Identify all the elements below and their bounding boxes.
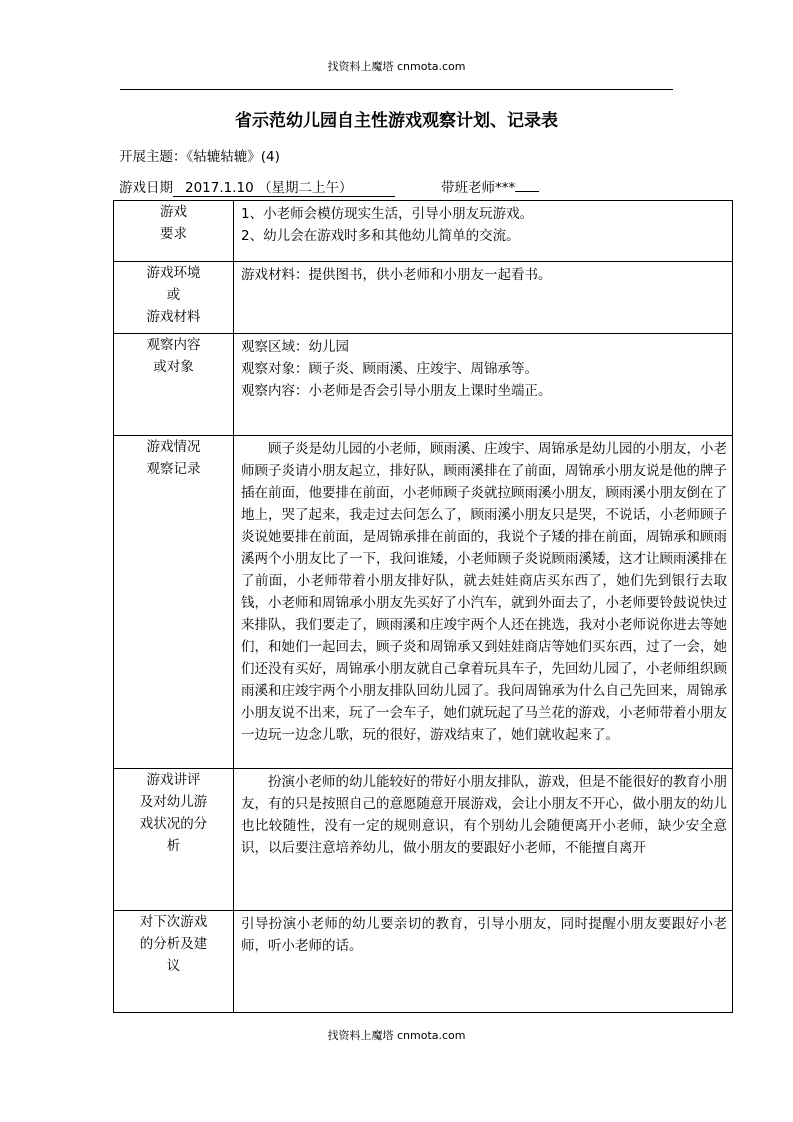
content-line: 观察对象：顾子炎、顾雨溪、庄竣宇、周锦承等。 xyxy=(241,361,538,377)
teacher-label: 带班老师*** xyxy=(441,180,516,196)
content-line: 游戏材料：提供图书，供小老师和小朋友一起看书。 xyxy=(241,267,552,283)
row-label-text: 观察内容 或对象 xyxy=(146,337,201,375)
row-label xyxy=(114,201,234,262)
table-row xyxy=(114,262,733,334)
table-row xyxy=(114,911,733,1013)
row-label xyxy=(114,436,234,769)
content-line: 1、小老师会模仿现实生活，引导小朋友玩游戏。 xyxy=(241,206,534,222)
row-label xyxy=(114,911,234,1013)
row-label-text: 游戏环境 或 游戏材料 xyxy=(146,265,201,325)
header-watermark: 找资料上魔塔 cnmota.com xyxy=(327,60,466,73)
row-content xyxy=(234,436,733,769)
row-content xyxy=(234,201,733,262)
suggestion-paragraph: 引导扮演小老师的幼儿要亲切的教育，引导小朋友，同时提醒小朋友要跟好小老师，听小老师的话。 xyxy=(241,916,727,954)
teacher-blank xyxy=(515,191,539,192)
table-row xyxy=(114,769,733,911)
date-value: 2017.1.10 （星期二上午） xyxy=(173,176,395,197)
page-title: 省示范幼儿园自主性游戏观察计划、记录表 xyxy=(235,111,558,131)
analysis-paragraph: 扮演小老师的幼儿能较好的带好小朋友排队，游戏，但是不能很好的教育小朋友，有的只是按照自己的意愿随意开展游戏，会让小朋友不开心，做小朋友的幼儿也比较随性，没有一定的规则意识，有个别幼儿会随便离开小老师，缺少安全意识，以后要注意培养幼儿，做小朋友的要跟好小老师，不能擅自离开 xyxy=(241,774,727,856)
table-row xyxy=(114,334,733,436)
header-divider xyxy=(120,89,673,90)
record-table xyxy=(113,200,733,1013)
row-label-text: 游戏情况 观察记录 xyxy=(146,439,201,477)
row-label-text: 对下次游戏 的分析及建 议 xyxy=(139,914,208,974)
content-line: 观察区域：幼儿园 xyxy=(241,339,349,355)
theme-line xyxy=(119,145,280,165)
date-line xyxy=(119,176,539,197)
content-line: 2、幼儿会在游戏时多和其他幼儿简单的交流。 xyxy=(241,228,520,244)
row-label-text: 游戏 要求 xyxy=(160,204,187,242)
date-label: 游戏日期 xyxy=(119,180,173,196)
content-line: 观察内容：小老师是否会引导小朋友上课时坐端正。 xyxy=(241,383,552,399)
row-content xyxy=(234,334,733,436)
row-content xyxy=(234,911,733,1013)
table-row xyxy=(114,201,733,262)
theme-label: 开展主题： xyxy=(119,149,187,165)
observation-paragraph: 顾子炎是幼儿园的小老师，顾雨溪、庄竣宇、周锦承是幼儿园的小朋友，小老师顾子炎请小朋友起立，排好队，顾雨溪排在了前面，周锦承小朋友说是他的牌子插在前面，他要排在前面，小老师顾子炎就拉顾雨溪小朋友，顾雨溪小朋友倒在了地上，哭了起来，我走过去问怎么了，顾雨溪小朋友只是哭，不说话，小老师顾子炎说她要排在前面，是周锦承排在前面的，我说个子矮的排在前面，周锦承和顾雨溪两个小朋友比了一下，我问谁矮，小老师顾子炎说顾雨溪矮，这才让顾雨溪排在了前面，小老师带着小朋友排好队，就去娃娃商店买东西了，她们先到银行去取钱，小老师和周锦承小朋友先买好了小汽车，就到外面去了，小老师要铃鼓说快过来排队，我们要走了，顾雨溪和庄竣宇两个人还在挑选，我对小老师说你进去等她们，和她们一起回去，顾子炎和周锦承又到娃娃商店等她们买东西，过了一会，她们还没有买好，周锦承小朋友就自己拿着玩具车子，先回幼儿园了，小老师组织顾雨溪和庄竣宇两个小朋友排队回幼儿园了。我问周锦承为什么自己先回来，周锦承小朋友说不出来，玩了一会车子，她们就玩起了马兰花的游戏，小老师带着小朋友一边玩一边念儿歌，玩的很好，游戏结束了，她们就收起来了。 xyxy=(241,441,727,743)
theme-value: 《轱辘轱辘》(4) xyxy=(186,149,280,165)
row-label xyxy=(114,769,234,911)
row-content xyxy=(234,769,733,911)
row-label xyxy=(114,262,234,334)
table-row xyxy=(114,436,733,769)
row-label xyxy=(114,334,234,436)
row-content xyxy=(234,262,733,334)
row-label-text: 游戏讲评 及对幼儿游 戏状况的分 析 xyxy=(139,772,208,854)
footer-watermark: 找资料上魔塔 cnmota.com xyxy=(327,1029,466,1042)
